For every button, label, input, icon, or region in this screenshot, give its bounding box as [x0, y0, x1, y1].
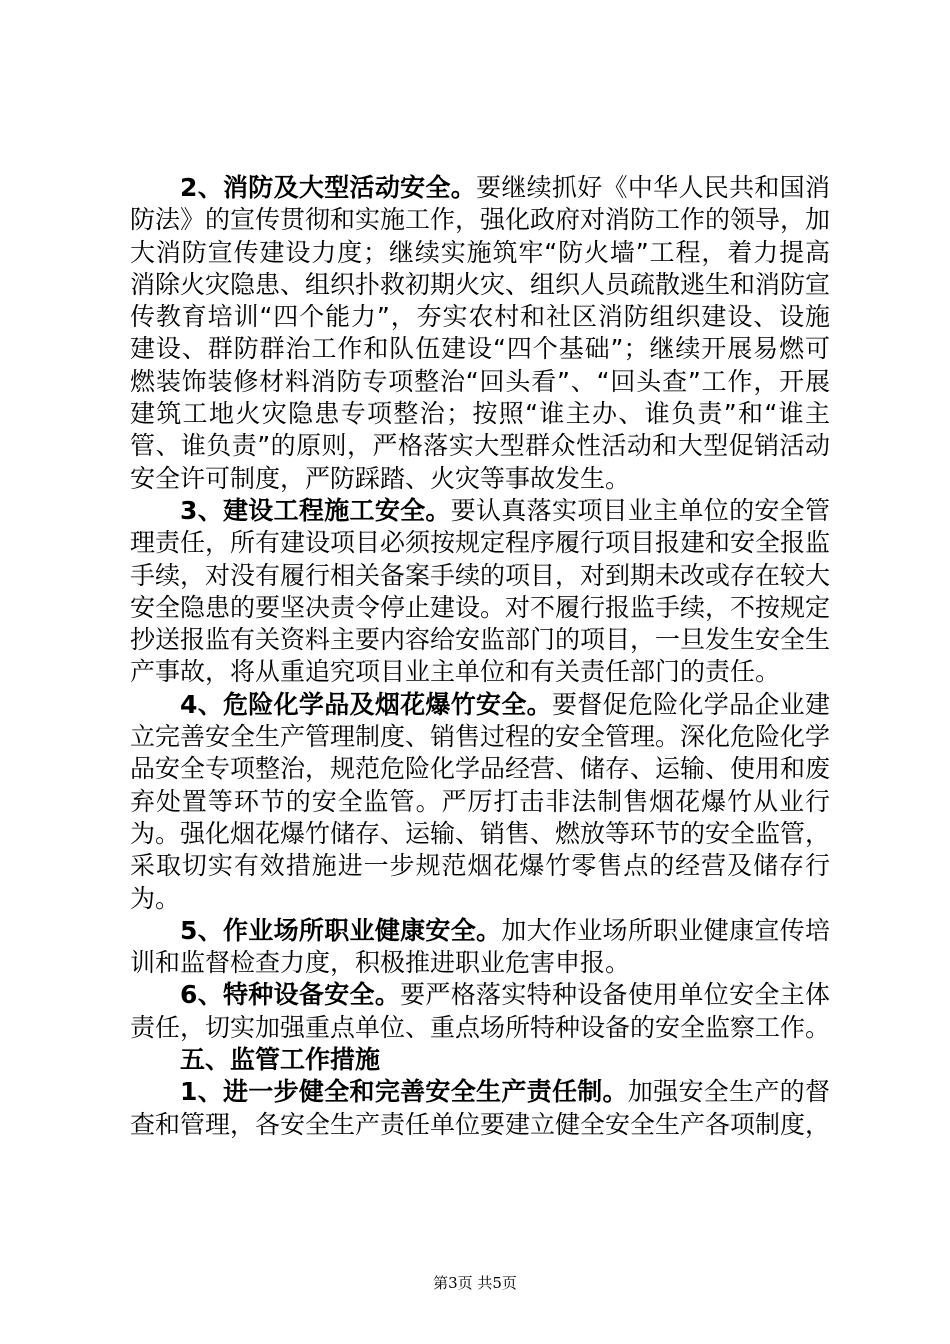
paragraph-text: 要认真落实项目业主单位的安全管理责任，所有建设项目必须按规定程序履行项目报建和安全报监手续，对没有履行相关备案手续的项目，对到期未改或存在较大安全隐患的要坚决责令停止建设。对不履行报监手续，不按规定抄送报监有关资料主要内容给安监部门的项目，一旦发生安全生产事故，将从重追究项目业主单位和有关责任部门的责任。 [130, 495, 831, 687]
paragraph-special-equipment [130, 979, 830, 1044]
paragraph-heading: 6、特种设备安全。 [180, 980, 401, 1010]
paragraph-heading: 5、作业场所职业健康安全。 [180, 915, 502, 945]
section-heading: 五、监管工作措施 [180, 1045, 381, 1075]
page-footer: 第3页 共5页 [433, 1274, 517, 1292]
document-body [130, 172, 830, 1141]
paragraph-heading: 4、危险化学品及烟花爆竹安全。 [180, 689, 552, 719]
paragraph-responsibility-system [130, 1076, 830, 1141]
paragraph-text: 加大作业场所职业健康宣传培训和监督检查力度，积极推进职业危害申报。 [130, 915, 830, 978]
paragraph-heading: 2、消防及大型活动安全。 [180, 173, 477, 202]
paragraph-text: 要严格落实特种设备使用单位安全主体责任，切实加强重点单位、重点场所特种设备的安全监察工作。 [130, 980, 831, 1042]
paragraph-text: 要继续抓好《中华人民共和国消防法》的宣传贯彻和实施工作，强化政府对消防工作的领导，加大消防宣传建设力度；继续实施筑牢“防火墙”工程，着力提高消除火灾隐患、组织扑救初期火灾、组织人员疏散逃生和消防宣传教育培训“四个能力”，夯实农村和社区消防组织建设、设施建设、群防群治工作和队伍建设“四个基础”；继续开展易燃可燃装饰装修材料消防专项整治“回头看”、“回头查”工作，开展建筑工地火灾隐患专项整治；按照“谁主办、谁负责”和“谁主管、谁负责”的原则，严格落实大型群众性活动和大型促销活动安全许可制度，严防踩踏、火灾等事故发生。 [130, 173, 831, 493]
paragraph-heading: 1、进一步健全和完善安全生产责任制。 [180, 1077, 628, 1107]
paragraph-chemical-fireworks-safety [130, 689, 830, 915]
paragraph-text: 要督促危险化学品企业建立完善安全生产管理制度、销售过程的安全管理。深化危险化学品安全专项整治，规范危险化学品经营、储存、运输、使用和废弃处置等环节的安全监管。严厉打击非法制售烟花爆竹从业行为。强化烟花爆竹储存、运输、销售、燃放等环节的安全监管，采取切实有效措施进一步规范烟花爆竹零售点的经营及储存行为。 [130, 689, 831, 913]
paragraph-occupational-health [130, 915, 830, 980]
paragraph-text: 加强安全生产的督查和管理，各安全生产责任单位要建立健全安全生产各项制度， [130, 1077, 831, 1139]
paragraph-construction-safety [130, 495, 830, 689]
paragraph-fire-safety [130, 172, 830, 495]
paragraph-heading: 3、建设工程施工安全。 [180, 495, 451, 525]
